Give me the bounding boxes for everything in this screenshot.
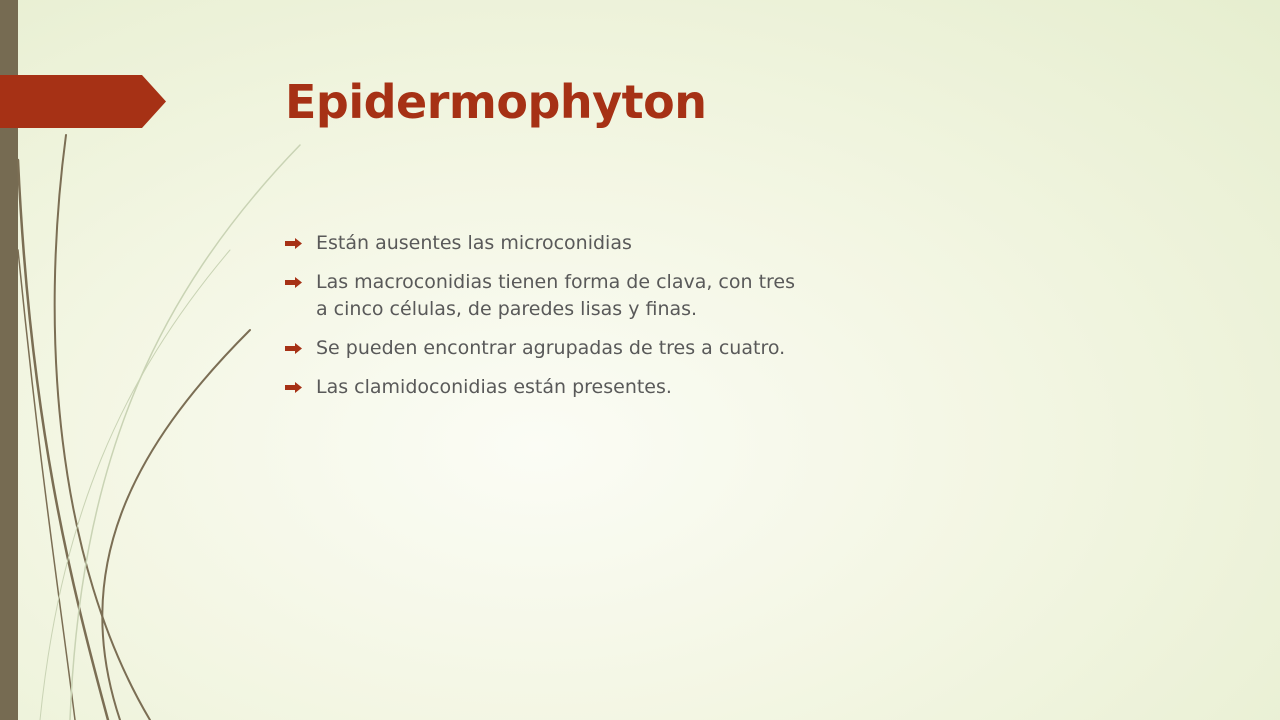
bullet-text: Las clamidoconidias están presentes. [316,376,672,398]
bullet-text: Las macroconidias tienen forma de clava, con tres a cinco células, de paredes lisas y finas. [316,271,796,320]
arrow-bullet-icon [285,277,302,288]
bullet-item [285,269,805,323]
bullet-text: Están ausentes las microconidias [316,232,632,254]
title-banner-arrow [0,75,166,128]
bullet-text: Se pueden encontrar agrupadas de tres a cuatro. [316,337,786,359]
arrow-bullet-icon [285,382,302,393]
bullet-item [285,374,805,401]
bullet-item [285,230,805,257]
bullet-list [285,230,805,413]
arrow-bullet-icon [285,238,302,249]
arrow-bullet-icon [285,343,302,354]
bullet-item [285,335,805,362]
slide-title: Epidermophyton [285,75,707,129]
